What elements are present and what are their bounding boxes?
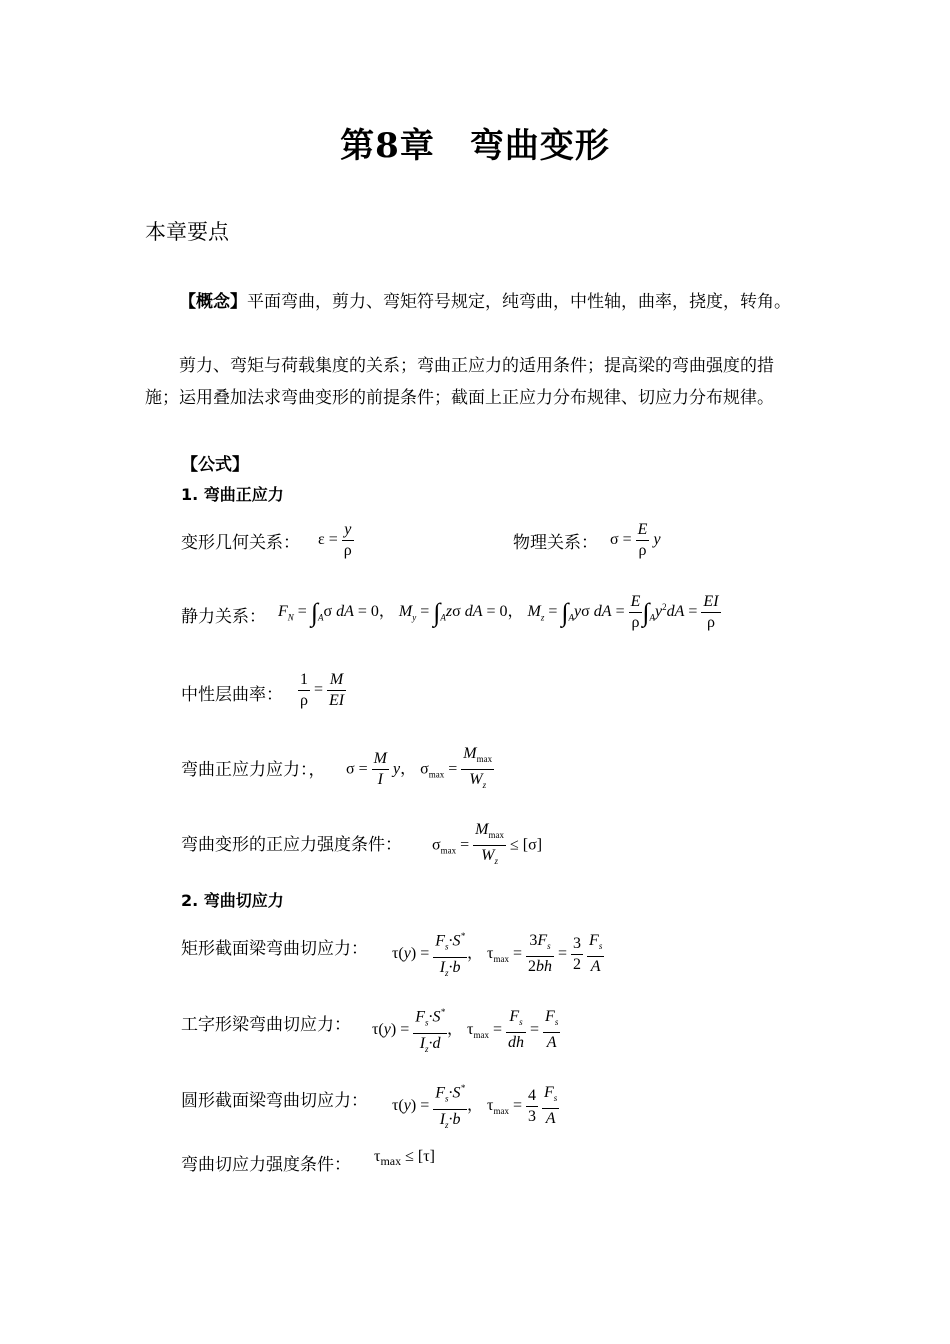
- stress-cond-label: 弯曲变形的正应力强度条件：: [181, 835, 402, 855]
- shear-cond-label: 弯曲切应力强度条件：: [181, 1155, 351, 1175]
- circle-label: 圆形截面梁弯曲切应力：: [181, 1091, 368, 1111]
- stress-label: 弯曲正应力应力：，: [181, 760, 326, 780]
- static-label: 静力关系：: [181, 607, 266, 627]
- concept-tag: 【概念】: [179, 292, 247, 312]
- ibeam-label: 工字形梁弯曲切应力：: [181, 1015, 351, 1035]
- section-heading: 本章要点: [145, 220, 229, 244]
- ibeam-formula: τ(y) = $\frac{F_s\cdot S^*}{I_z\cdot d}$ ， $\tau_{max}$ = $\frac{F_s}{dh}$ = $\frac{F_s}{A}$: [372, 1002, 560, 1059]
- curvature-label: 中性层曲率：: [181, 685, 283, 705]
- geo-label: 变形几何关系：: [181, 533, 300, 553]
- concept-paragraph: [145, 286, 807, 318]
- static-formula: $F_N = \int_A\sigma$ dA = 0， $M_y = \int_Az\sigma$ dA = 0， $M_z = \int_Ay\sigma$ dA = $\frac{E}{\rho}$ $\int_Ay^2dA$ = $\frac{EI}{\rho}$: [278, 593, 719, 631]
- concept-paragraph-2: 剪力、弯矩与荷载集度的关系；弯曲正应力的适用条件；提高梁的弯曲强度的措施；运用叠加法求弯曲变形的前提条件；截面上正应力分布规律、切应力分布规律。: [145, 356, 774, 408]
- section2-heading: 2. 弯曲切应力: [181, 891, 284, 910]
- phys-formula: σ = $\frac{E}{\rho}$ y: [610, 521, 661, 559]
- circle-formula: τ(y) = $\frac{F_s\cdot S^*}{I_z\cdot b}$ ， $\tau_{max}$ = $\frac{4}{3}$ $\frac{F_s}{A}$: [392, 1078, 559, 1135]
- concept-text: 平面弯曲，剪力、弯矩符号规定，纯弯曲，中性轴，曲率，挠度，转角。: [247, 292, 791, 312]
- formula-tag: 【公式】: [181, 455, 249, 475]
- section1-heading: 1. 弯曲正应力: [181, 485, 284, 504]
- phys-label: 物理关系：: [513, 533, 598, 553]
- rect-formula: τ(y) = $\frac{F_s\cdot S^*}{I_z\cdot b}$ ， $\tau_{max}$ = $\frac{3F_s}{2bh}$ = $\frac{3}{2}$ $\frac{F_s}{A}$: [392, 926, 604, 983]
- stress-cond-formula: $\sigma_{max}$ = $\frac{M_{max}}{W_z}$ ≤ [σ]: [432, 821, 543, 867]
- curvature-formula: $\frac{1}{\rho}$ = $\frac{M}{EI}$: [300, 671, 345, 709]
- shear-cond-formula: $\tau_{max} \le [\tau]$: [374, 1148, 435, 1169]
- geo-formula: ε = $\frac{y}{\rho}$: [318, 521, 352, 559]
- rect-label: 矩形截面梁弯曲切应力：: [181, 939, 368, 959]
- page-title: 第8章 弯曲变形: [340, 126, 610, 166]
- stress-formula: σ = $\frac{M}{I}$ y， $\sigma_{max}$ = $\frac{M_{max}}{W_z}$: [346, 745, 493, 791]
